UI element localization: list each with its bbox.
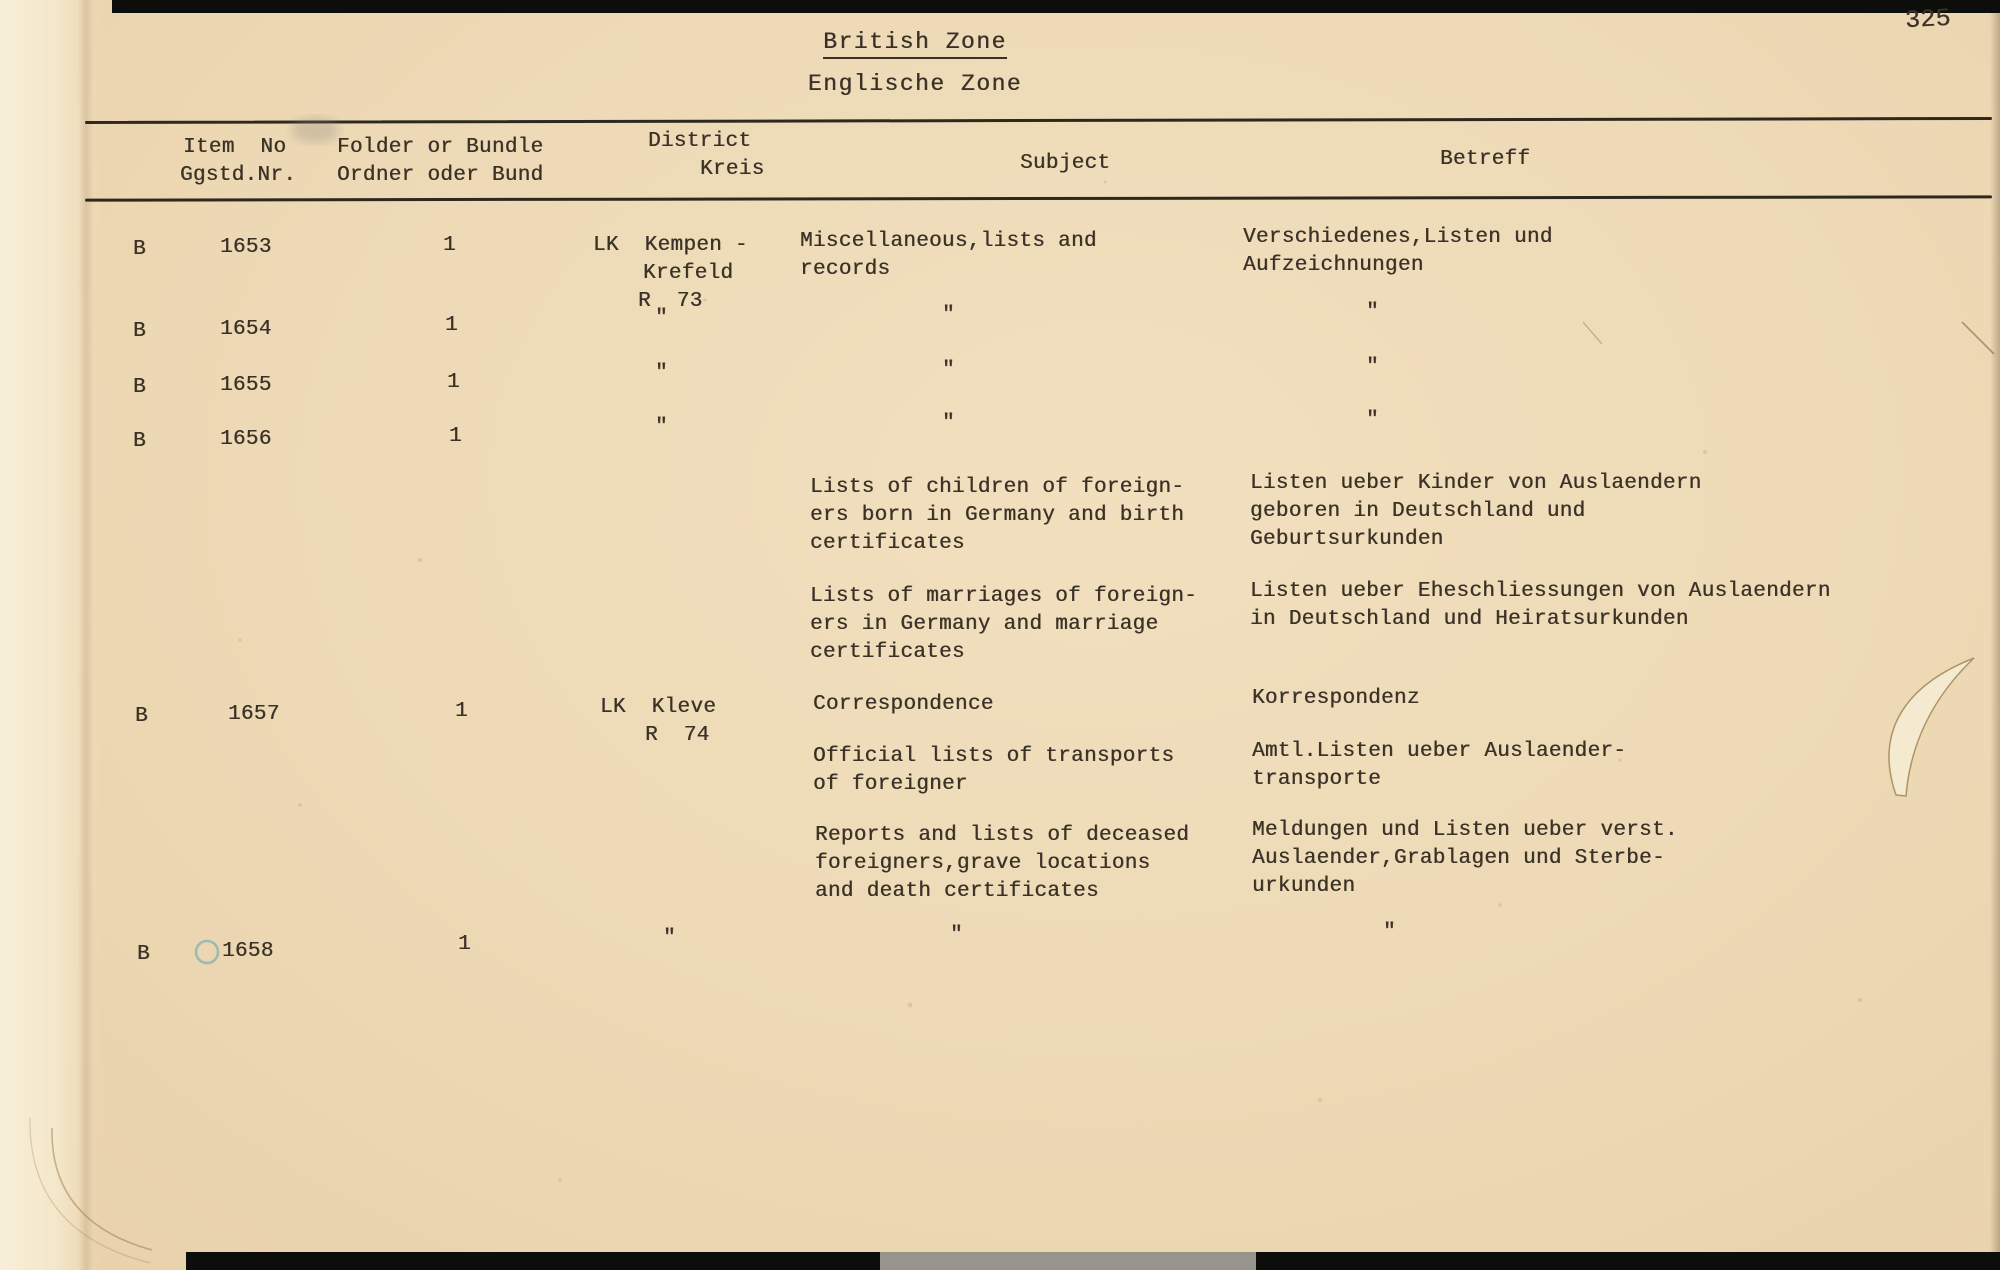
betreff-line: transporte <box>1252 768 1382 791</box>
betreff-line: Aufzeichnungen <box>1243 254 1424 277</box>
subentry-marriages-betreff <box>1250 578 1831 634</box>
row-1654-prefix: B <box>133 320 146 343</box>
row-1653-item-number: 1653 <box>220 236 272 259</box>
row-1657-district <box>600 694 716 750</box>
row-1655-folder-count: 1 <box>447 371 460 394</box>
row-1653-betreff <box>1243 224 1553 280</box>
subentry-transports-betreff <box>1252 738 1626 794</box>
subject-line: certificates <box>810 641 965 664</box>
paper-speckles <box>239 181 1863 1182</box>
title-block <box>750 28 1080 56</box>
subject-line: Miscellaneous,lists and <box>800 230 1097 253</box>
header-subject: Subject <box>1020 152 1111 175</box>
page-gutter-shadow <box>78 0 94 1270</box>
district-line: R 74 <box>645 724 710 747</box>
row-1657-folder-count: 1 <box>455 700 468 723</box>
scratch-mark <box>1583 322 1602 344</box>
row-1657-betreff <box>1252 685 1420 713</box>
top-scan-bar <box>112 0 2000 13</box>
row-1658-prefix: B <box>137 943 150 966</box>
betreff-line: urkunden <box>1252 875 1356 898</box>
subject-line: ers in Germany and marriage <box>810 613 1159 636</box>
betreff-line: Meldungen und Listen ueber verst. <box>1252 819 1678 842</box>
header-item-no: Item No <box>183 136 287 159</box>
ditto-mark: " <box>663 927 676 950</box>
title-german: Englische Zone <box>807 71 1023 97</box>
subject-line: Official lists of transports <box>813 745 1175 768</box>
betreff-line: Korrespondenz <box>1252 687 1420 710</box>
header-ggstd-nr: Ggstd.Nr. <box>180 164 297 187</box>
betreff-line: geboren in Deutschland und <box>1250 500 1586 523</box>
header-folder-or-bundle: Folder or Bundle <box>337 136 544 159</box>
subentry-deceased-subject <box>815 822 1189 906</box>
row-1656-item-number: 1656 <box>220 428 272 451</box>
subentry-marriages-subject <box>810 583 1197 667</box>
rule-header-bottom <box>85 195 1992 201</box>
subentry-transports-subject <box>813 743 1174 799</box>
betreff-line: Geburtsurkunden <box>1250 528 1444 551</box>
row-1656-prefix: B <box>133 430 146 453</box>
row-1657-prefix: B <box>135 705 148 728</box>
bottom-scan-bar-gray-segment <box>880 1252 1256 1270</box>
ditto-mark: " <box>950 924 963 947</box>
subentry-births-subject <box>810 474 1184 558</box>
row-1655-prefix: B <box>133 376 146 399</box>
subject-line: foreigners,grave locations <box>815 852 1151 875</box>
ditto-mark: " <box>655 307 668 330</box>
subtitle-block <box>750 70 1080 98</box>
ditto-mark: " <box>1366 301 1379 324</box>
subject-line: of foreigner <box>813 773 968 796</box>
ditto-mark: " <box>942 304 955 327</box>
subject-line: ers born in Germany and birth <box>810 504 1185 527</box>
subentry-deceased-betreff <box>1252 817 1678 901</box>
page-curl <box>1889 658 1974 796</box>
row-1657-item-number: 1657 <box>228 703 280 726</box>
row-1654-item-number: 1654 <box>220 318 272 341</box>
subject-line: certificates <box>810 532 965 555</box>
subject-line: Lists of marriages of foreign- <box>810 585 1198 608</box>
subject-line: Lists of children of foreign- <box>810 476 1185 499</box>
row-1653-subject <box>800 228 1097 284</box>
ditto-mark: " <box>942 412 955 435</box>
subject-line: and death certificates <box>815 880 1099 903</box>
page-number: 325 <box>1904 3 1952 36</box>
title-english: British Zone <box>823 29 1007 59</box>
row-1655-item-number: 1655 <box>220 374 272 397</box>
ditto-mark: " <box>942 359 955 382</box>
row-1658-folder-count: 1 <box>458 933 471 956</box>
district-line: R 73 <box>638 290 703 313</box>
header-district: District <box>648 130 752 153</box>
ditto-mark: " <box>1366 409 1379 432</box>
ditto-mark: " <box>655 416 668 439</box>
subentry-births-betreff <box>1250 470 1702 554</box>
row-1653-district <box>593 232 748 316</box>
rule-top <box>85 117 1992 124</box>
row-1654-folder-count: 1 <box>445 314 458 337</box>
district-line: LK Kleve <box>600 696 717 719</box>
row-1653-folder-count: 1 <box>443 234 456 257</box>
betreff-line: in Deutschland und Heiratsurkunden <box>1250 608 1689 631</box>
row-1658-item-number: 1658 <box>222 940 274 963</box>
page-edge-right <box>1990 0 2000 1270</box>
betreff-line: Verschiedenes,Listen und <box>1243 226 1553 249</box>
betreff-line: Listen ueber Eheschliessungen von Auslaendern <box>1250 580 1831 603</box>
subject-line: records <box>800 258 891 281</box>
header-ordner-oder-bund: Ordner oder Bund <box>337 164 544 187</box>
district-line: Krefeld <box>643 262 734 285</box>
punch-hole-mark <box>196 941 218 963</box>
header-kreis: Kreis <box>700 158 765 181</box>
subject-line: Correspondence <box>813 693 994 716</box>
subject-line: Reports and lists of deceased <box>815 824 1190 847</box>
district-line: LK Kempen - <box>593 234 748 257</box>
header-betreff: Betreff <box>1440 148 1531 171</box>
betreff-line: Auslaender,Grablagen und Sterbe- <box>1252 847 1665 870</box>
ditto-mark: " <box>1366 356 1379 379</box>
ditto-mark: " <box>1383 921 1396 944</box>
row-1657-subject <box>813 691 994 719</box>
row-1653-prefix: B <box>133 238 146 261</box>
ditto-mark: " <box>655 362 668 385</box>
betreff-line: Amtl.Listen ueber Auslaender- <box>1252 740 1627 763</box>
row-1656-folder-count: 1 <box>449 425 462 448</box>
betreff-line: Listen ueber Kinder von Auslaendern <box>1250 472 1702 495</box>
